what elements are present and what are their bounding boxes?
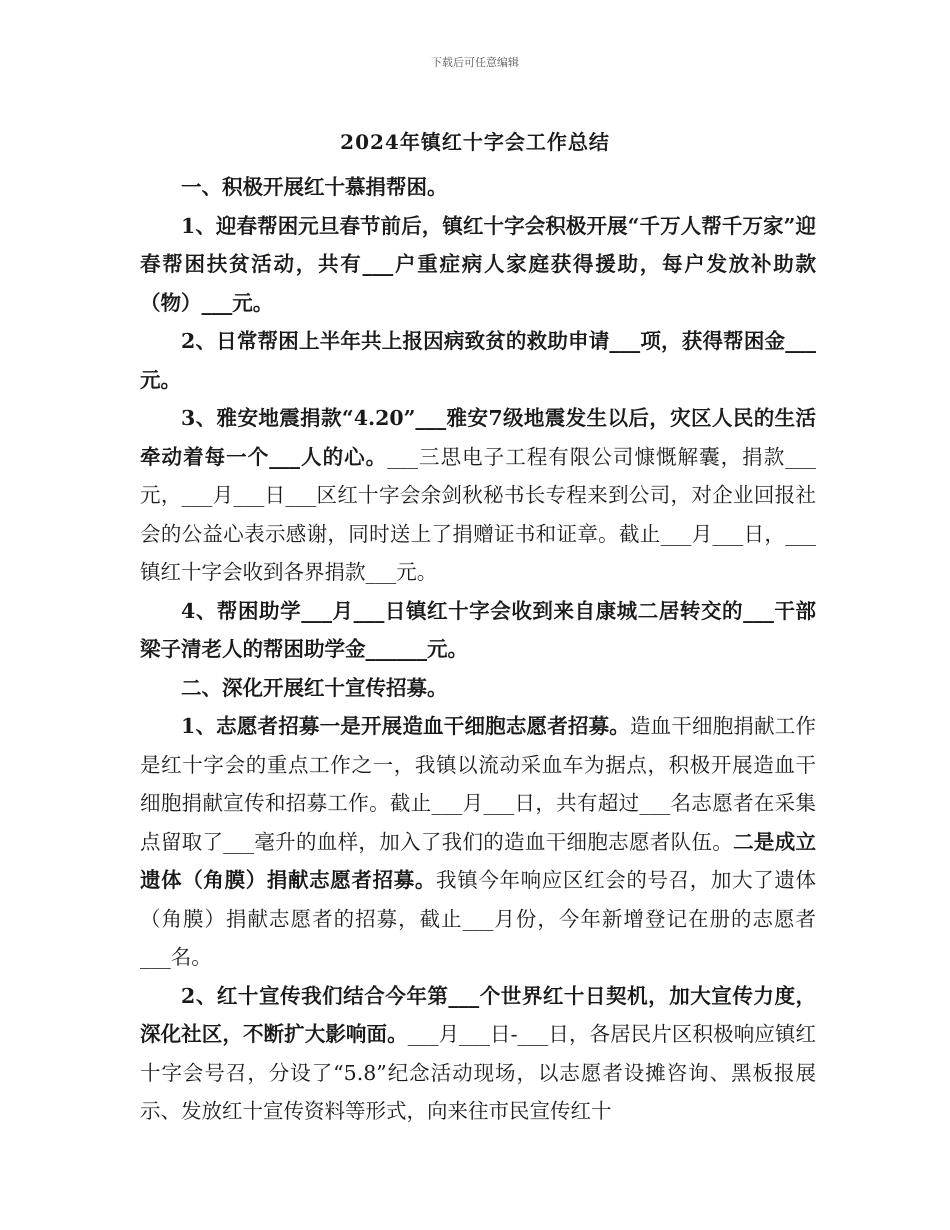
section-heading-2: 二、深化开展红十宣传招募。 [181,675,448,700]
paragraph-1-3 [140,399,816,592]
document-body [140,168,816,1131]
paragraph-1-3-text: ___三思电子工程有限公司慷慨解囊，捐款___元，___月___日___区红十字会余剑秋秘书长专程来到公司，对企业回报社会的公益心表示感谢，同时送上了捐赠证书和证章。截止___月___日，___镇红十字会收到各界捐款___元。 [140,444,817,584]
section-heading-1: 一、积极开展红十慕捐帮困。 [181,175,448,199]
paragraph-2-1-bold-a: 1、志愿者招募一是开展造血干细胞志愿者招募。 [181,714,630,738]
header-note: 下载后可任意编辑 [431,56,519,69]
paragraph-2-1-text-b: 我镇今年响应区红会的号召，加大了遗体（角膜）捐献志愿者的招募，截止___月份，今年新增登记在册的志愿者___名。 [140,868,817,969]
paragraph-2-1-bold-b: 二是成立遗体（角膜）捐献志愿者招募。 [140,829,817,892]
document-title: 2024年镇红十字会工作总结 [340,130,610,154]
paragraph-1-4: 4、帮困助学___月___日镇红十字会收到来自康城二居转交的___干部梁子清老人的帮困助学金______元。 [140,598,816,661]
paragraph-2-2-bold: 2、红十宣传我们结合今年第___个世界红十日契机，加大宣传力度，深化社区，不断扩大影响面。 [140,983,816,1046]
paragraph-2-1-text-a: 造血干细胞捐献工作是红十字会的重点工作之一，我镇以流动采血车为据点，积极开展造血干细胞捐献宣传和招募工作。截止___月___日，共有超过___名志愿者在采集点留取了___毫升的血样，加入了我们的造血干细胞志愿者队伍。 [140,714,816,854]
paragraph-1-3-bold: 3、雅安地震捐款“4.20”___雅安7级地震发生以后，灾区人民的生活牵动着每一个___人的心。 [140,406,816,469]
paragraph-1-2: 2、日常帮困上半年共上报因病致贫的救助申请___项，获得帮困金___元。 [140,329,816,392]
paragraph-2-1 [140,707,816,977]
paragraph-1-1: 1、迎春帮困元旦春节前后，镇红十字会积极开展“千万人帮千万家”迎春帮困扶贫活动，共有___户重症病人家庭获得援助，每户发放补助款（物）___元。 [140,213,816,315]
paragraph-2-2-text: ___月___日-___日，各居民片区积极响应镇红十字会号召，分设了“5.8”纪念活动现场，以志愿者设摊咨询、黑板报展示、发放红十宣传资料等形式，向来往市民宣传红十 [140,1022,816,1123]
paragraph-2-2 [140,977,816,1131]
